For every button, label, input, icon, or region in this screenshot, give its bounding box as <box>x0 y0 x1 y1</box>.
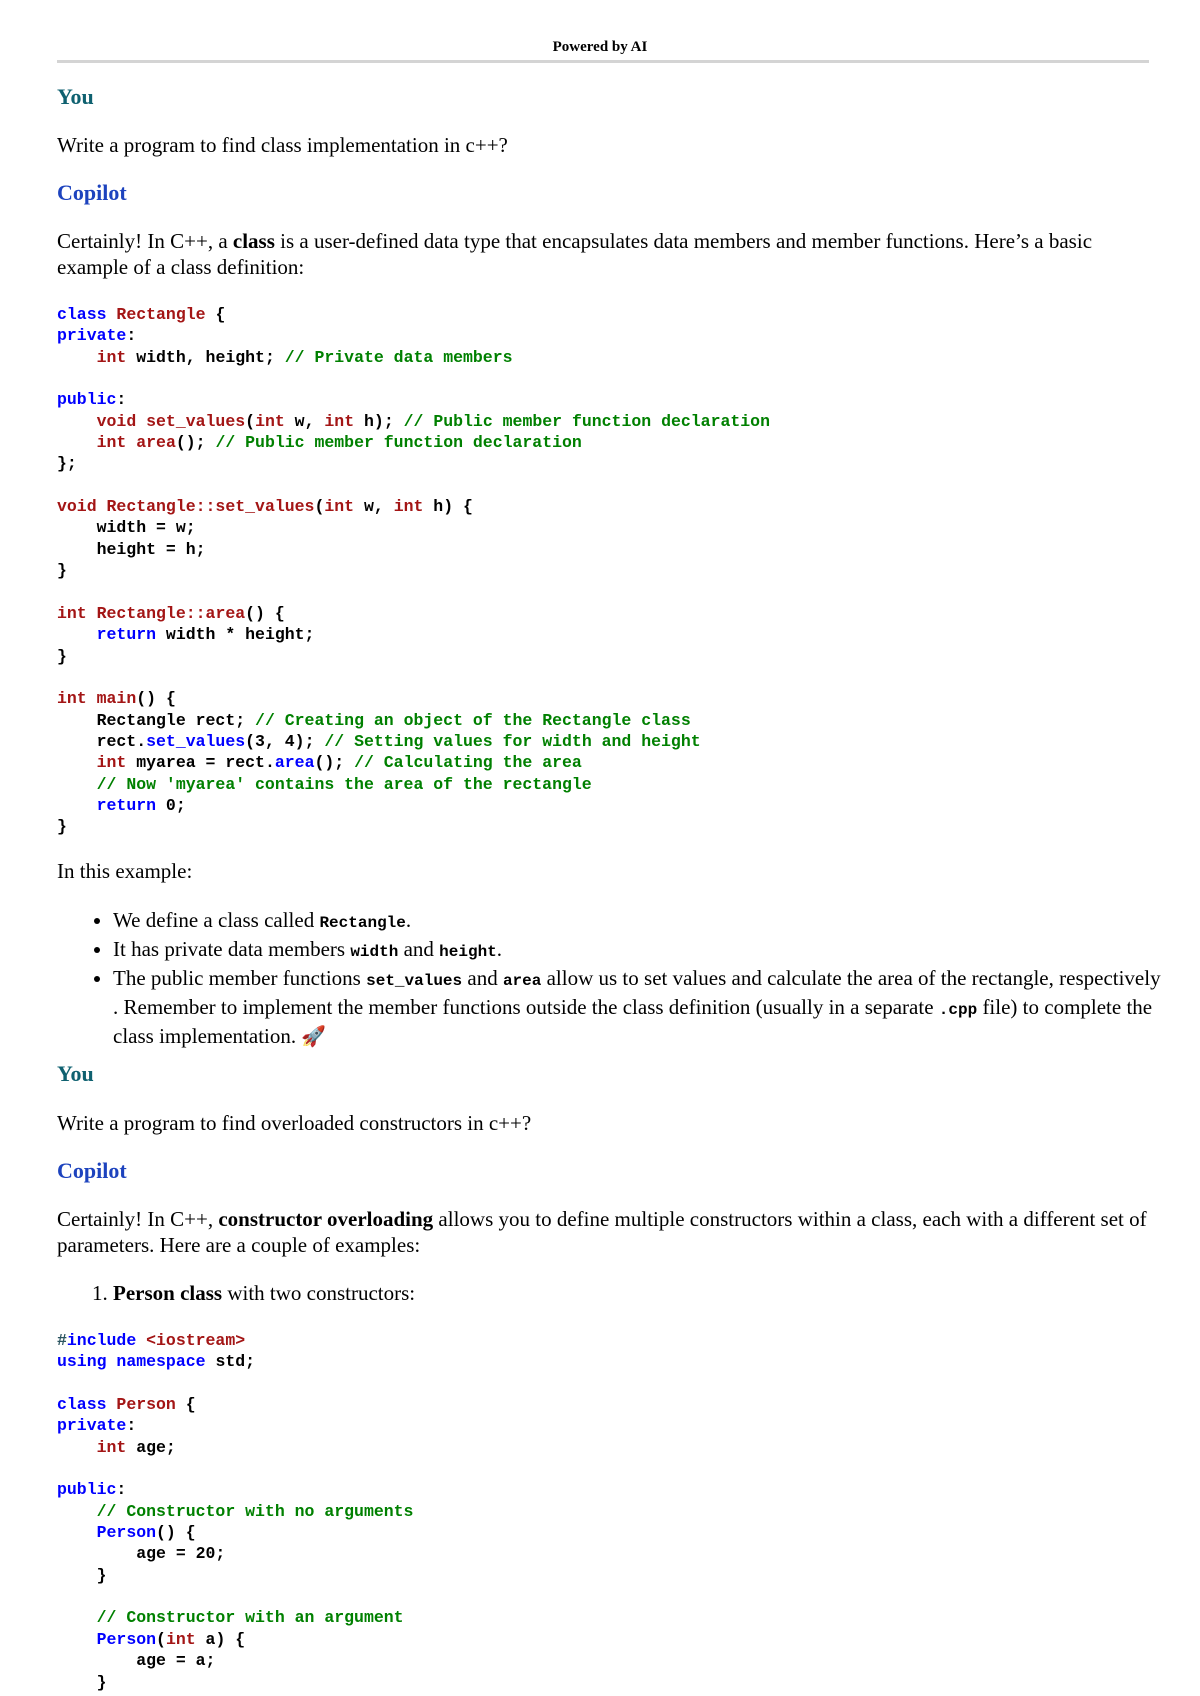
code-line <box>57 475 770 496</box>
user-question: Write a program to find class implementation in c++? <box>57 133 508 157</box>
user-label: You <box>57 84 94 109</box>
code-line <box>57 347 770 368</box>
code-type: int <box>393 497 424 517</box>
code-text: } <box>57 646 67 666</box>
text-segment: and <box>398 937 440 961</box>
code-text <box>136 412 146 431</box>
code-text <box>57 433 97 452</box>
code-text: ( <box>156 1629 166 1649</box>
code-text: : <box>126 1416 137 1436</box>
code-line <box>57 1437 413 1458</box>
text-segment: The public member functions <box>113 966 367 990</box>
text-segment: allows you to define multiple constructors within a class, each with a different set of parameters. Here are a couple of examples: <box>57 1207 1147 1257</box>
code-line <box>57 624 770 645</box>
code-comment: // Public member function declaration <box>403 411 770 431</box>
code-line <box>57 517 770 538</box>
code-type: int <box>57 603 87 623</box>
code-text: (); <box>314 753 355 773</box>
code-type: int <box>324 497 355 517</box>
code-line <box>57 1672 413 1693</box>
code-text <box>57 753 97 772</box>
code-comment: // Creating an object of the Rectangle class <box>255 710 691 730</box>
code-text: age; <box>126 1437 176 1457</box>
code-line <box>57 581 770 602</box>
code-text: ( <box>245 411 256 431</box>
code-keyword: public <box>57 390 117 410</box>
code-keyword: include <box>66 1331 137 1350</box>
code-line <box>57 1415 413 1436</box>
code-line <box>57 1394 413 1415</box>
user-label: You <box>57 1061 94 1086</box>
inline-code: width <box>350 943 399 961</box>
code-type: Rectangle::set_values <box>106 497 315 517</box>
list-item <box>113 1281 415 1306</box>
code-line <box>57 1543 413 1564</box>
code-line <box>57 1330 413 1351</box>
code-type: int <box>96 433 127 453</box>
code-line <box>57 710 770 731</box>
code-text: () { <box>245 603 285 623</box>
example-heading: In this example: <box>57 859 193 883</box>
code-line <box>57 603 770 624</box>
code-text: } <box>57 817 67 837</box>
text-segment: is a user-defined data type that encapsulates data members and member functions. Here’s a basic example of a class definition: <box>57 229 1093 279</box>
inline-code: set_values <box>366 972 463 990</box>
code-text: width, height; <box>126 347 285 367</box>
code-type: int <box>96 1437 127 1457</box>
copilot-intro <box>57 1206 1147 1258</box>
code-text: } <box>57 1565 107 1585</box>
code-keyword: using <box>57 1352 107 1372</box>
code-line <box>57 496 770 517</box>
code-type: int <box>96 753 127 773</box>
code-text: h) { <box>423 497 473 517</box>
code-text: (3, 4); <box>245 731 325 751</box>
code-comment: // Private data members <box>284 347 513 367</box>
code-text <box>87 604 97 623</box>
code-text: { <box>175 1395 196 1415</box>
code-text <box>57 412 97 431</box>
code-keyword: Person <box>96 1523 157 1543</box>
code-line <box>57 646 770 667</box>
powered-by-header: Powered by AI <box>552 39 648 55</box>
code-line <box>57 731 770 752</box>
code-type: int <box>165 1629 196 1649</box>
code-line <box>57 816 770 837</box>
code-text: : <box>116 390 127 410</box>
code-line <box>57 1629 413 1650</box>
numbered-list <box>57 1281 415 1306</box>
list-item <box>113 936 1163 965</box>
code-comment: // Calculating the area <box>354 753 582 773</box>
code-type: Rectangle::area <box>96 603 246 623</box>
inline-code: height <box>439 943 497 961</box>
code-text <box>57 348 97 367</box>
code-line <box>57 1479 413 1500</box>
code-line <box>57 368 770 389</box>
code-text: ( <box>314 497 325 517</box>
text-segment: allow us to set values and calculate the area of the rectangle, respectively . Remember to implement the member functions outside the class definition (usually in a separate <box>113 966 1161 1019</box>
code-text <box>107 1352 117 1371</box>
code-line <box>57 774 770 795</box>
code-keyword: private <box>57 1416 127 1436</box>
header-divider <box>57 60 1149 63</box>
text-segment: . <box>496 937 503 961</box>
code-keyword: area <box>274 753 315 773</box>
code-keyword: private <box>57 326 127 346</box>
code-keyword: class <box>57 1395 107 1415</box>
code-type: Rectangle <box>116 305 206 324</box>
user-question: Write a program to find overloaded constructors in c++? <box>57 1111 532 1135</box>
text-segment: It has private data members <box>113 937 351 961</box>
code-type: void <box>96 411 137 431</box>
code-text <box>87 689 97 708</box>
code-text <box>107 1395 117 1414</box>
code-keyword: class <box>57 305 107 324</box>
code-comment: // Setting values for width and height <box>324 731 701 751</box>
code-text: myarea = rect. <box>126 753 275 773</box>
code-type: main <box>96 689 137 709</box>
code-text: width = w; <box>57 518 196 538</box>
code-text: std; <box>205 1352 256 1372</box>
code-type: area <box>136 433 176 453</box>
code-text: width * height; <box>156 625 315 645</box>
code-text: h); <box>354 411 404 431</box>
code-type: int <box>255 411 285 431</box>
code-comment: // Constructor with an argument <box>96 1608 404 1628</box>
code-keyword: return <box>96 795 157 815</box>
text-segment: Certainly! In C++, a <box>57 229 233 253</box>
rocket-emoji: 🚀 <box>301 1026 327 1048</box>
code-comment: // Now 'myarea' contains the area of the rectangle <box>96 774 592 794</box>
code-comment: // Constructor with no arguments <box>96 1501 414 1521</box>
code-line <box>57 453 770 474</box>
code-type: void <box>57 497 97 517</box>
code-text: age = 20; <box>57 1544 226 1564</box>
code-block[interactable] <box>57 304 770 838</box>
code-text: } <box>57 561 67 581</box>
code-type: int <box>324 411 355 431</box>
code-keyword: set_values <box>146 731 246 751</box>
code-text <box>57 775 97 794</box>
code-keyword: Person <box>96 1629 157 1649</box>
inline-code: area <box>502 972 542 990</box>
code-line <box>57 1373 413 1394</box>
code-line <box>57 688 770 709</box>
code-text: } <box>57 1672 107 1692</box>
code-line <box>57 1458 413 1479</box>
copilot-label: Copilot <box>57 1158 127 1183</box>
code-line <box>57 1501 413 1522</box>
copilot-label: Copilot <box>57 180 127 205</box>
text-segment: and <box>462 966 503 990</box>
code-text <box>57 1523 97 1542</box>
code-line <box>57 1586 413 1607</box>
code-text <box>57 625 97 644</box>
code-type: Person <box>116 1395 176 1415</box>
code-line <box>57 389 770 410</box>
code-text: Rectangle rect; <box>57 710 256 730</box>
code-text: }; <box>57 454 77 474</box>
code-block[interactable] <box>57 1330 413 1693</box>
code-text <box>107 305 117 324</box>
code-text <box>57 1502 97 1521</box>
code-text <box>57 1608 97 1627</box>
code-text: : <box>116 1480 127 1500</box>
code-text <box>57 796 97 815</box>
code-line <box>57 667 770 688</box>
code-line <box>57 560 770 581</box>
bullet-list <box>57 907 1163 1050</box>
code-preprocessor: # <box>57 1331 67 1350</box>
list-item <box>113 907 1163 936</box>
code-line <box>57 1607 413 1628</box>
code-text: a) { <box>195 1629 246 1649</box>
code-type: set_values <box>146 411 246 431</box>
code-text: () { <box>156 1523 196 1543</box>
code-line <box>57 325 770 346</box>
inline-code: .cpp <box>938 1001 978 1019</box>
bold-text: constructor overloading <box>218 1207 434 1231</box>
code-comment: // Public member function declaration <box>215 433 582 453</box>
code-line <box>57 1522 413 1543</box>
bold-text: class <box>232 229 275 253</box>
code-line <box>57 1351 413 1372</box>
code-text: height = h; <box>57 539 206 559</box>
bold-text: Person class <box>113 1281 223 1305</box>
code-type: int <box>57 689 87 709</box>
code-text <box>57 1438 97 1457</box>
inline-code: Rectangle <box>319 914 406 932</box>
code-line <box>57 795 770 816</box>
code-text: rect. <box>57 731 147 751</box>
code-text: w, <box>284 411 325 431</box>
code-line <box>57 304 770 325</box>
text-segment: file) to complete the class implementation. <box>113 995 1153 1048</box>
code-text: 0; <box>156 795 186 815</box>
code-type: <iostream> <box>146 1331 246 1350</box>
code-line <box>57 1565 413 1586</box>
code-text: (); <box>175 433 216 453</box>
code-keyword: return <box>96 625 157 645</box>
code-line <box>57 539 770 560</box>
code-keyword: public <box>57 1480 117 1500</box>
code-text <box>136 1331 146 1350</box>
text-segment: . <box>405 908 412 932</box>
code-text: w, <box>354 497 394 517</box>
code-line <box>57 432 770 453</box>
text-segment: Certainly! In C++, <box>57 1207 219 1231</box>
text-segment: We define a class called <box>113 908 320 932</box>
code-type: int <box>96 347 127 367</box>
text-segment: with two constructors: <box>222 1281 416 1305</box>
code-text: { <box>205 305 226 324</box>
code-line <box>57 752 770 773</box>
code-text <box>57 1630 97 1649</box>
code-text: () { <box>136 689 176 709</box>
list-item <box>113 965 1163 1050</box>
copilot-intro <box>57 228 1147 280</box>
code-line <box>57 411 770 432</box>
code-line <box>57 1650 413 1671</box>
code-text: : <box>126 326 137 346</box>
code-text <box>126 433 136 452</box>
code-text <box>97 497 107 516</box>
code-keyword: namespace <box>116 1352 206 1372</box>
code-text: age = a; <box>57 1651 216 1671</box>
